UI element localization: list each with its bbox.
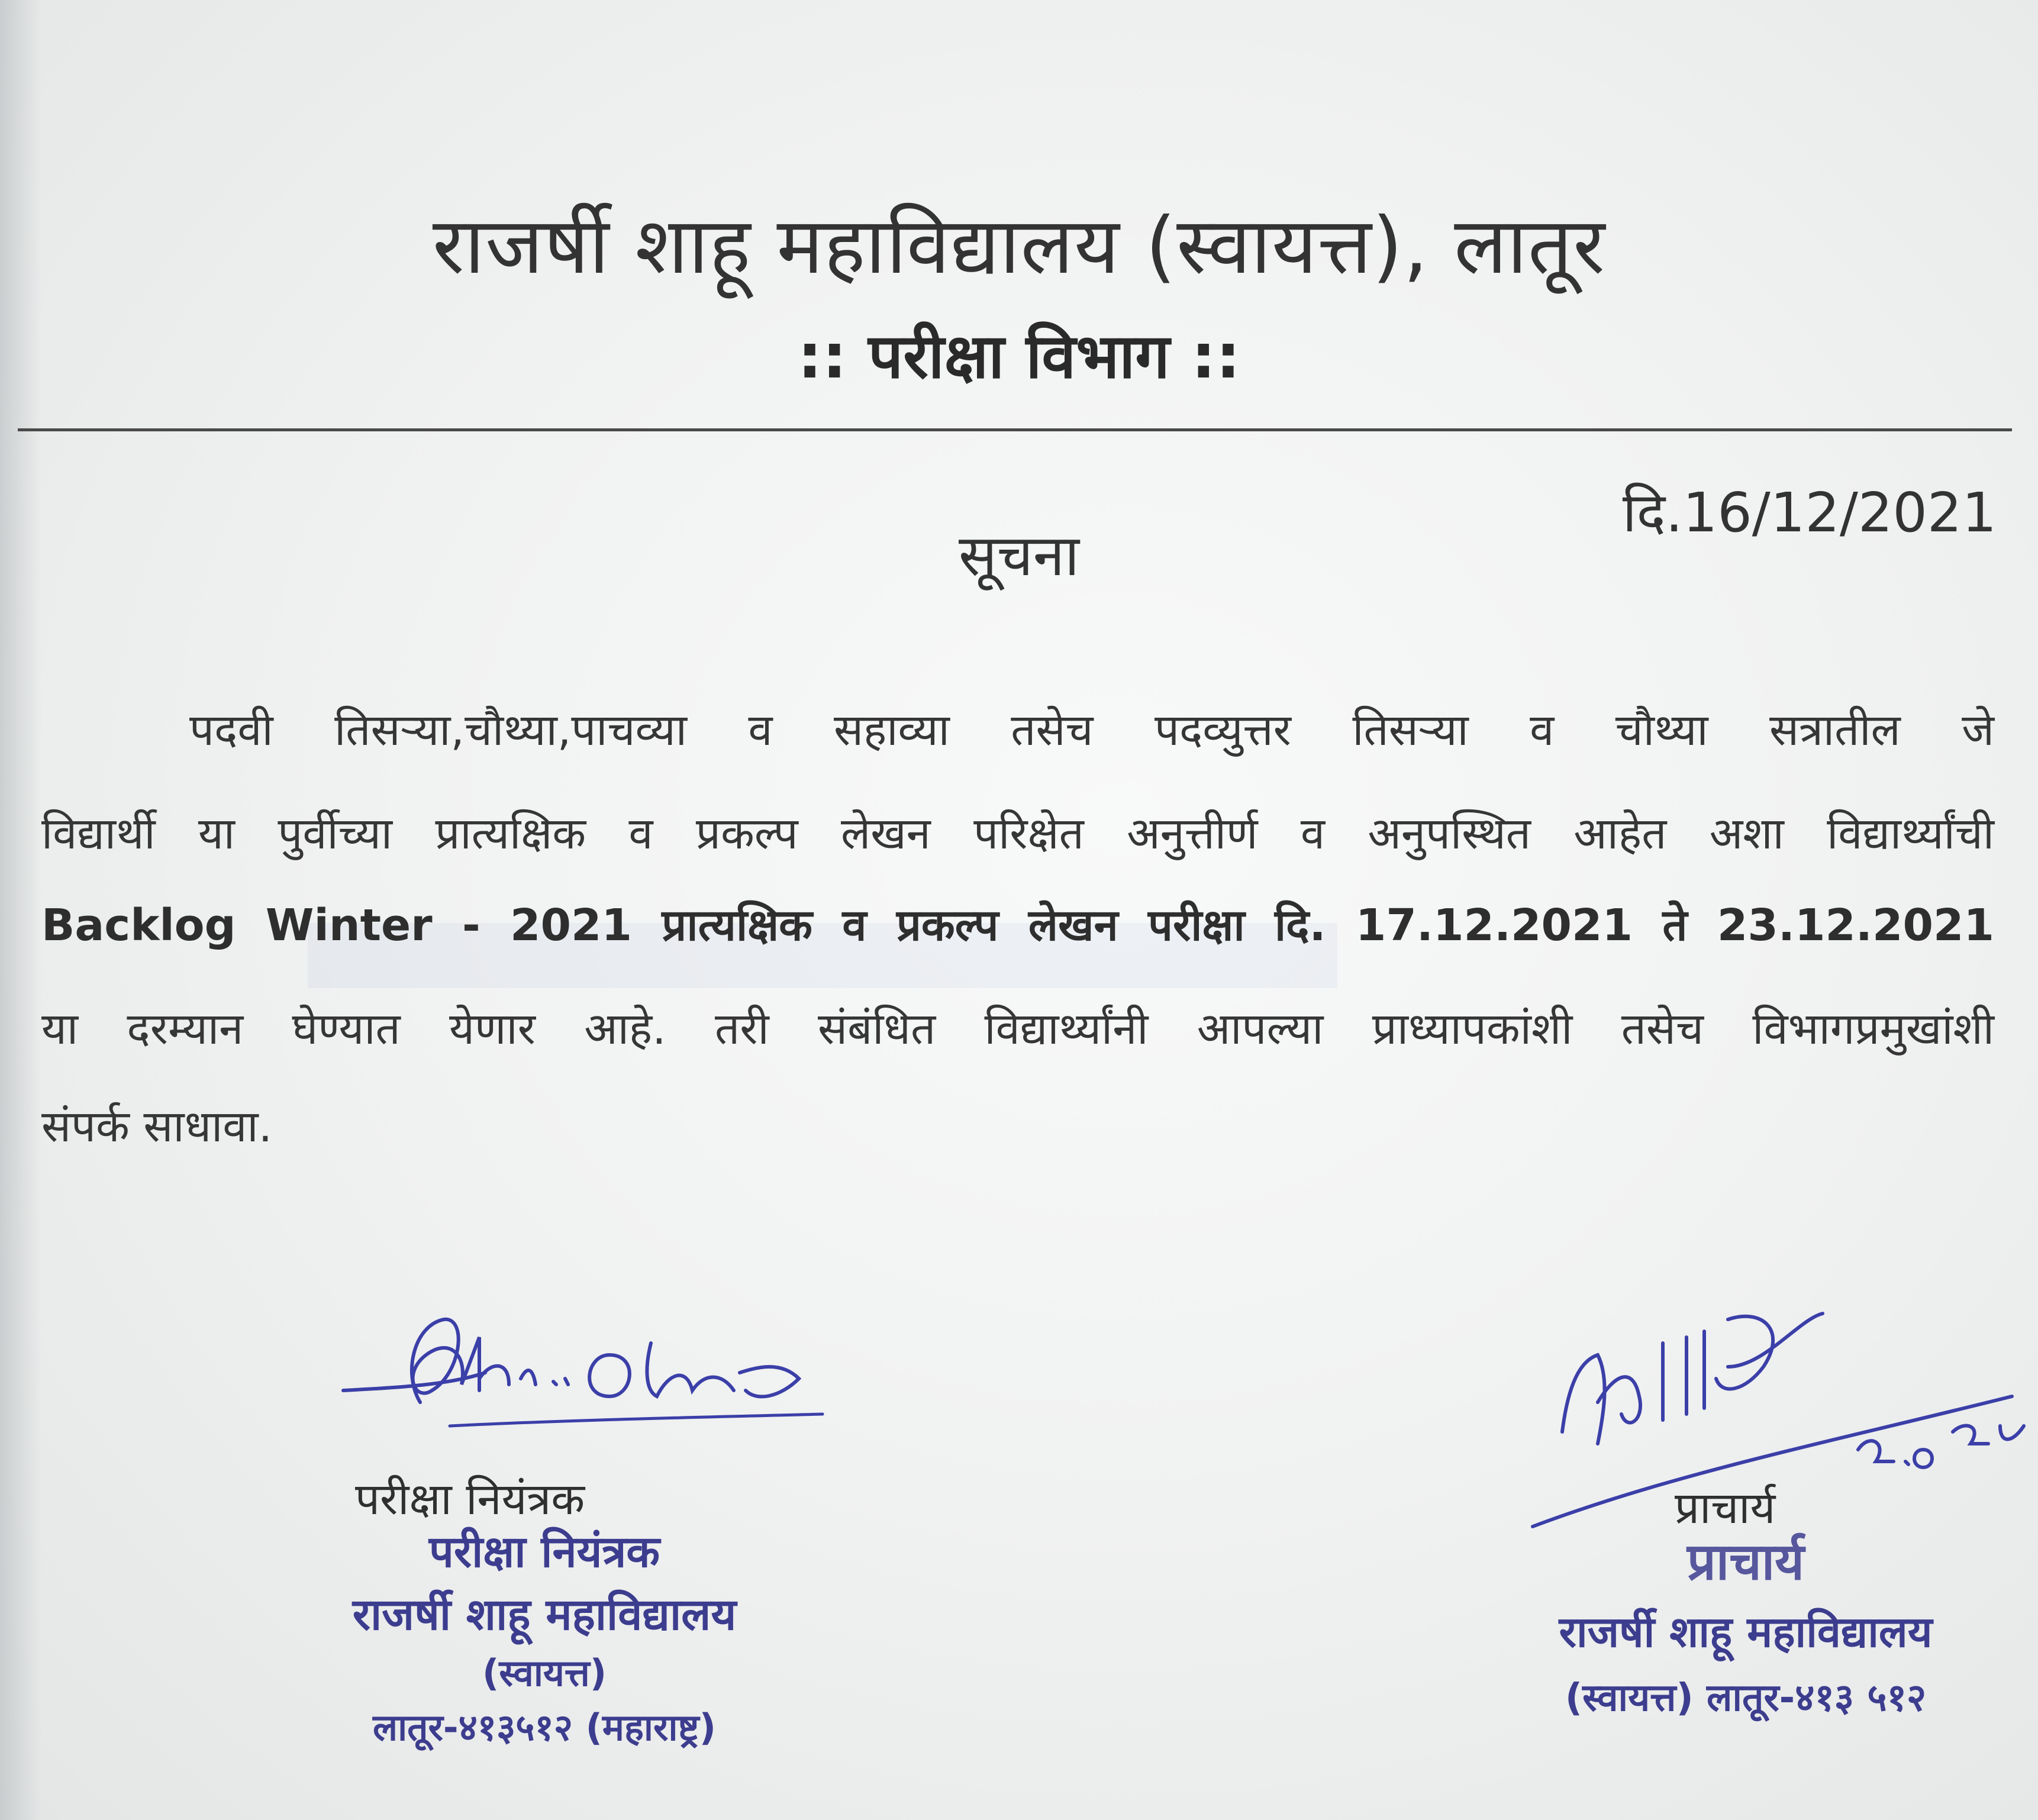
notice-body-line-2: विद्यार्थी या पुर्वीच्या प्रात्यक्षिक व प्रकल्प लेखन परिक्षेत अनुत्तीर्ण व अनुपस्थित आहेत अशा विद्यार्थ्यांची	[41, 808, 1994, 859]
notice-body-line-5: संपर्क साधावा.	[41, 1101, 273, 1152]
controller-stamp-address: लातूर-४१३५१२ (महाराष्ट्र)	[373, 1706, 716, 1749]
notice-body-line-3: Backlog Winter - 2021 प्रात्यक्षिक व प्रकल्प लेखन परीक्षा दि. 17.12.2021 ते 23.12.2021	[41, 900, 1994, 951]
controller-stamp-title: परीक्षा नियंत्रक	[428, 1527, 660, 1577]
controller-stamp-college: राजर्षी शाहू महाविद्यालय	[352, 1589, 737, 1640]
principal-stamp-address: (स्वायत्त) लातूर-४१३ ५१२	[1565, 1676, 1927, 1720]
notice-body-line-1: पदवी तिसऱ्या,चौथ्या,पाचव्या व सहाव्या तसेच पदव्युत्तर तिसऱ्या व चौथ्या सत्रातील जे	[189, 705, 1994, 756]
notice-body-line-4: या दरम्यान घेण्यात येणार आहे. तरी संबंधित विद्यार्थ्यांनी आपल्या प्राध्यापकांशी तसेच विभागप्रमुखांशी	[41, 1003, 1994, 1054]
principal-stamp	[1456, 1527, 2036, 1730]
controller-label: परीक्षा नियंत्रक	[355, 1474, 585, 1525]
principal-label: प्राचार्य	[1675, 1483, 1776, 1534]
header-divider	[18, 428, 2012, 431]
principal-stamp-title: प्राचार्य	[1687, 1532, 1804, 1592]
department-heading: :: परीक्षा विभाग ::	[797, 320, 1241, 392]
college-name: राजर्षी शाहू महाविद्यालय (स्वायत्त), लातूर	[432, 201, 1606, 292]
notice-date: दि.16/12/2021	[1622, 481, 1997, 544]
controller-signature	[331, 1302, 840, 1456]
controller-stamp-autonomous: (स्वायत्त)	[482, 1651, 607, 1695]
principal-stamp-college: राजर्षी शाहू महाविद्यालय	[1559, 1607, 1933, 1657]
notice-title: सूचना	[959, 522, 1079, 589]
controller-stamp	[260, 1521, 828, 1755]
